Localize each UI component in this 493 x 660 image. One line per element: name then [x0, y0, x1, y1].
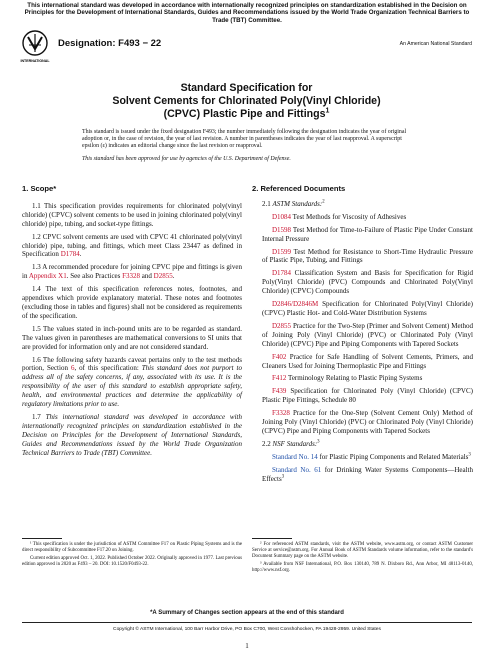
para-1-5-text: 1.5 The values stated in inch-pound units are to be regarded as standard. The values given in parentheses are mathematical conversions to SI units that are provided for information only and are not considered standard.: [22, 324, 242, 351]
astm-reference-item: [252, 387, 473, 405]
para-1-6-mid: , of this specification:: [74, 364, 142, 373]
astm-reference-title: Test Methods for Viscosity of Adhesives: [291, 212, 407, 221]
para-1-3-mid: . See also Practices: [66, 272, 123, 281]
footnote-2: ² For referenced ASTM standards, visit the ASTM website, www.astm.org, or contact ASTM Customer Service at service@astm.org. For Annual Book of ASTM Standards volume information, refer to the standard's Document Summary page on the ASTM website.: [252, 542, 473, 560]
astm-reference-item: [252, 322, 473, 349]
link-d1784[interactable]: D1784: [60, 250, 80, 259]
summary-of-changes-note: *A Summary of Changes section appears at the end of this standard: [150, 610, 344, 616]
para-1-6-caveat: This standard does not purport to address all of the safety concerns, if any, associated with its use. It is the responsibility of the user of this standard to establish appropriate safety, health, and environmental practices and determine the applicability of regulatory limitations prior to use.: [22, 364, 243, 409]
astm-reference-code-link[interactable]: D2855: [272, 321, 292, 330]
nsf-reference-title: for Plastic Piping Components and Related Materials: [317, 452, 469, 461]
astm-reference-code-link[interactable]: D1599: [272, 247, 292, 256]
para-1-7-number: 1.7: [32, 412, 46, 421]
nsf-reference-item: [252, 453, 473, 462]
astm-logo-icon: [22, 30, 48, 64]
nsf-label-number: 2.2: [262, 439, 273, 448]
footnotes-left: [22, 542, 242, 570]
right-column: [252, 185, 473, 487]
para-1-1-text: 1.1 This specification provides requirements for chlorinated poly(vinyl chloride) (CPVC) solvent cements to be used in joining chlorinated poly(vinyl chloride) pipe, tubing, and socket-type fittings.: [22, 201, 242, 228]
astm-standards-label: [252, 200, 473, 209]
astm-label-text: ASTM Standards:: [272, 199, 323, 208]
national-standard-label: An American National Standard: [399, 41, 472, 47]
title-line-1: Standard Specification for: [180, 82, 313, 94]
para-1-3-text: 1.3 A recommended procedure for joining CPVC pipe and fittings is given in: [22, 263, 242, 281]
astm-reference-code-link[interactable]: F402: [272, 352, 287, 361]
para-1-6-text: 1.6 The following safety hazards caveat pertains only to the test methods portion, Section: [22, 355, 242, 373]
nsf-reference-code-link[interactable]: Standard No. 61: [272, 465, 322, 474]
para-1-2-end: .: [79, 250, 82, 259]
astm-reference-item: [252, 374, 473, 383]
para-1-4-text: 1.4 The text of this specification references notes, footnotes, and appendixes which provide explanatory material. These notes and footnotes (excluding those in tables and figures) shall not be considered as requirements of the specification.: [22, 285, 242, 320]
para-1-5: [22, 325, 242, 352]
astm-reference-title: Terminology Relating to Plastic Piping Systems: [286, 374, 423, 383]
left-column: [22, 185, 242, 461]
logo-text: INTERNATIONAL: [20, 59, 50, 63]
astm-reference-title: Practice for the Two-Step (Primer and Solvent Cement) Method of Joining Poly (Vinyl Chloride) (PVC) or Chlorinated Poly (Vinyl Chloride) (CPVC) Pipe and Piping Components with Tapered Sockets: [262, 321, 473, 348]
astm-reference-code-link[interactable]: F439: [272, 387, 287, 396]
footnote-divider-left: [22, 538, 62, 539]
footnotes-right: [252, 542, 473, 576]
designation: Designation: F493 − 22: [58, 38, 162, 49]
title-line-3-text: (CPVC) Plastic Pipe and Fittings: [163, 108, 326, 120]
nsf-label-text: NSF Standards:: [272, 439, 318, 448]
para-1-7: [22, 413, 242, 458]
astm-reference-code-link[interactable]: D2846/D2846M: [272, 300, 319, 309]
link-d2855[interactable]: D2855: [153, 272, 173, 281]
footnote-divider-right: [252, 538, 292, 539]
footnote-1: ¹ This specification is under the jurisdiction of ASTM Committee F17 on Plastic Piping Systems and is the direct responsibility of Subcommittee F17.20 on Joining.: [22, 542, 242, 554]
nsf-reference-list: [252, 453, 473, 484]
title-footnote-mark[interactable]: 1: [325, 107, 330, 115]
nsf-reference-title: for Drinking Water Systems Components—Health Effects: [262, 465, 473, 483]
para-1-3-end: .: [172, 272, 175, 281]
para-1-2-text: 1.2 CPVC solvent cements are used with CPVC 41 chlorinated poly(vinyl chloride) pipe, tubing, and fittings, which meet Class 23447 as defined in Specification: [22, 232, 242, 259]
link-appendix-x1[interactable]: Appendix X1: [28, 272, 67, 281]
astm-reference-list: [252, 213, 473, 436]
page-number: 1: [245, 642, 249, 650]
astm-footnote-mark[interactable]: 2: [322, 199, 325, 205]
copyright-divider: [22, 622, 472, 623]
astm-reference-code-link[interactable]: F412: [272, 374, 287, 383]
astm-reference-code-link[interactable]: D1784: [272, 269, 292, 278]
astm-reference-title: Specification for Chlorinated Poly(Vinyl Chloride) (CPVC) Plastic Hot- and Cold-Water Distribution Systems: [262, 300, 473, 317]
astm-reference-item: [252, 213, 473, 222]
link-f3328[interactable]: F3328: [122, 272, 141, 281]
references-heading: 2. Referenced Documents: [252, 184, 346, 193]
title-line-3: [55, 108, 438, 121]
astm-reference-title: Practice for the One-Step (Solvent Cement Only) Method of Joining Poly (Vinyl Chloride) (PVC) or Chlorinated Poly (Vinyl Chloride) (CPVC) Pipe and Piping Components with Tapered Sockets: [262, 409, 473, 435]
astm-reference-item: [252, 226, 473, 244]
astm-reference-title: Practice for Safe Handling of Solvent Cements, Primers, and Cleaners Used for Joining Thermoplastic Pipe and Fittings: [262, 352, 473, 370]
astm-reference-item: [252, 300, 473, 318]
para-1-6: [22, 356, 242, 409]
nsf-reference-code-link[interactable]: Standard No. 14: [272, 452, 318, 461]
astm-reference-code-link[interactable]: D1084: [272, 212, 292, 221]
para-1-3-mid2: and: [140, 272, 154, 281]
nsf-reference-item: [252, 466, 473, 484]
astm-label-number: 2.1: [262, 199, 273, 208]
astm-reference-title: Classification System and Basis for Specification for Rigid Poly(Vinyl Chloride) (PVC) Compounds and Chlorinated Poly(Vinyl Chloride) (CPVC) Compounds: [262, 269, 473, 296]
para-1-4: [22, 285, 242, 321]
astm-reference-code-link[interactable]: D1598: [272, 225, 292, 234]
astm-reference-item: [252, 248, 473, 266]
nsf-reference-footnote-mark[interactable]: 3: [281, 474, 285, 480]
standard-note: This standard is issued under the fixed designation F493; the number immediately following the designation indicates the year of original adoption or, in the case of revision, the year of last revision. A number in parentheses indicates the year of last reapproval. A superscript epsilon (ε) indicates an editorial change since the last revision or reapproval.: [82, 129, 407, 150]
para-1-1: [22, 202, 242, 229]
astm-reference-title: Specification for Chlorinated Poly (Vinyl Chloride) (CPVC) Plastic Pipe Fittings, Schedule 80: [262, 387, 473, 405]
astm-reference-item: [252, 269, 473, 296]
nsf-reference-footnote-mark[interactable]: 3: [468, 452, 471, 458]
footnote-3: ³ Available from NSF International, P.O. Box 130140, 789 N. Dixboro Rd., Ann Arbor, MI 48113-0140, http://www.nsf.org.: [252, 562, 473, 574]
nsf-standards-label: [252, 440, 473, 449]
astm-reference-code-link[interactable]: F3328: [272, 409, 290, 418]
astm-reference-title: Test Method for Time-to-Failure of Plastic Pipe Under Constant Internal Pressure: [262, 225, 473, 243]
para-1-3: [22, 263, 242, 281]
header-notice: This international standard was developed in accordance with internationally recognized principles on standardization established in the Decision on Principles for the Development of International Standards, Guides and Recommendations issued by the World Trade Organization Technical Barriers to Trade (TBT) Committee.: [24, 2, 470, 24]
copyright-line: Copyright © ASTM International, 100 Barr Harbor Drive, PO Box C700, West Conshohocken, PA 19428-2959. United States: [113, 627, 381, 632]
para-1-2: [22, 233, 242, 260]
link-section-6[interactable]: 6: [70, 364, 75, 373]
astm-reference-item: [252, 353, 473, 371]
document-title: [55, 82, 438, 121]
title-line-2: Solvent Cements for Chlorinated Poly(Vinyl Chloride): [112, 95, 381, 107]
footnote-1-edition: Current edition approved Oct. 1, 2022. Published October 2022. Originally approved in 1977. Last previous edition approved in 2020 as F493 – 20. DOI: 10.1520/F0493-22.: [22, 556, 242, 568]
scope-heading: 1. Scope*: [22, 184, 57, 193]
approval-note: This standard has been approved for use by agencies of the U.S. Department of Defense.: [82, 156, 291, 162]
astm-reference-item: [252, 409, 473, 436]
para-1-7-text: This international standard was developed in accordance with internationally recognized principles on standardization established in the Decision on Principles for the Development of International Standards, Guides and Recommendations issued by the World Trade Organization Technical Barriers to Trade (TBT) Committee.: [22, 412, 242, 457]
nsf-footnote-mark[interactable]: 3: [317, 439, 320, 445]
astm-reference-title: Test Method for Resistance to Short-Time Hydraulic Pressure of Plastic Pipe, Tubing, and Fittings: [262, 247, 473, 265]
